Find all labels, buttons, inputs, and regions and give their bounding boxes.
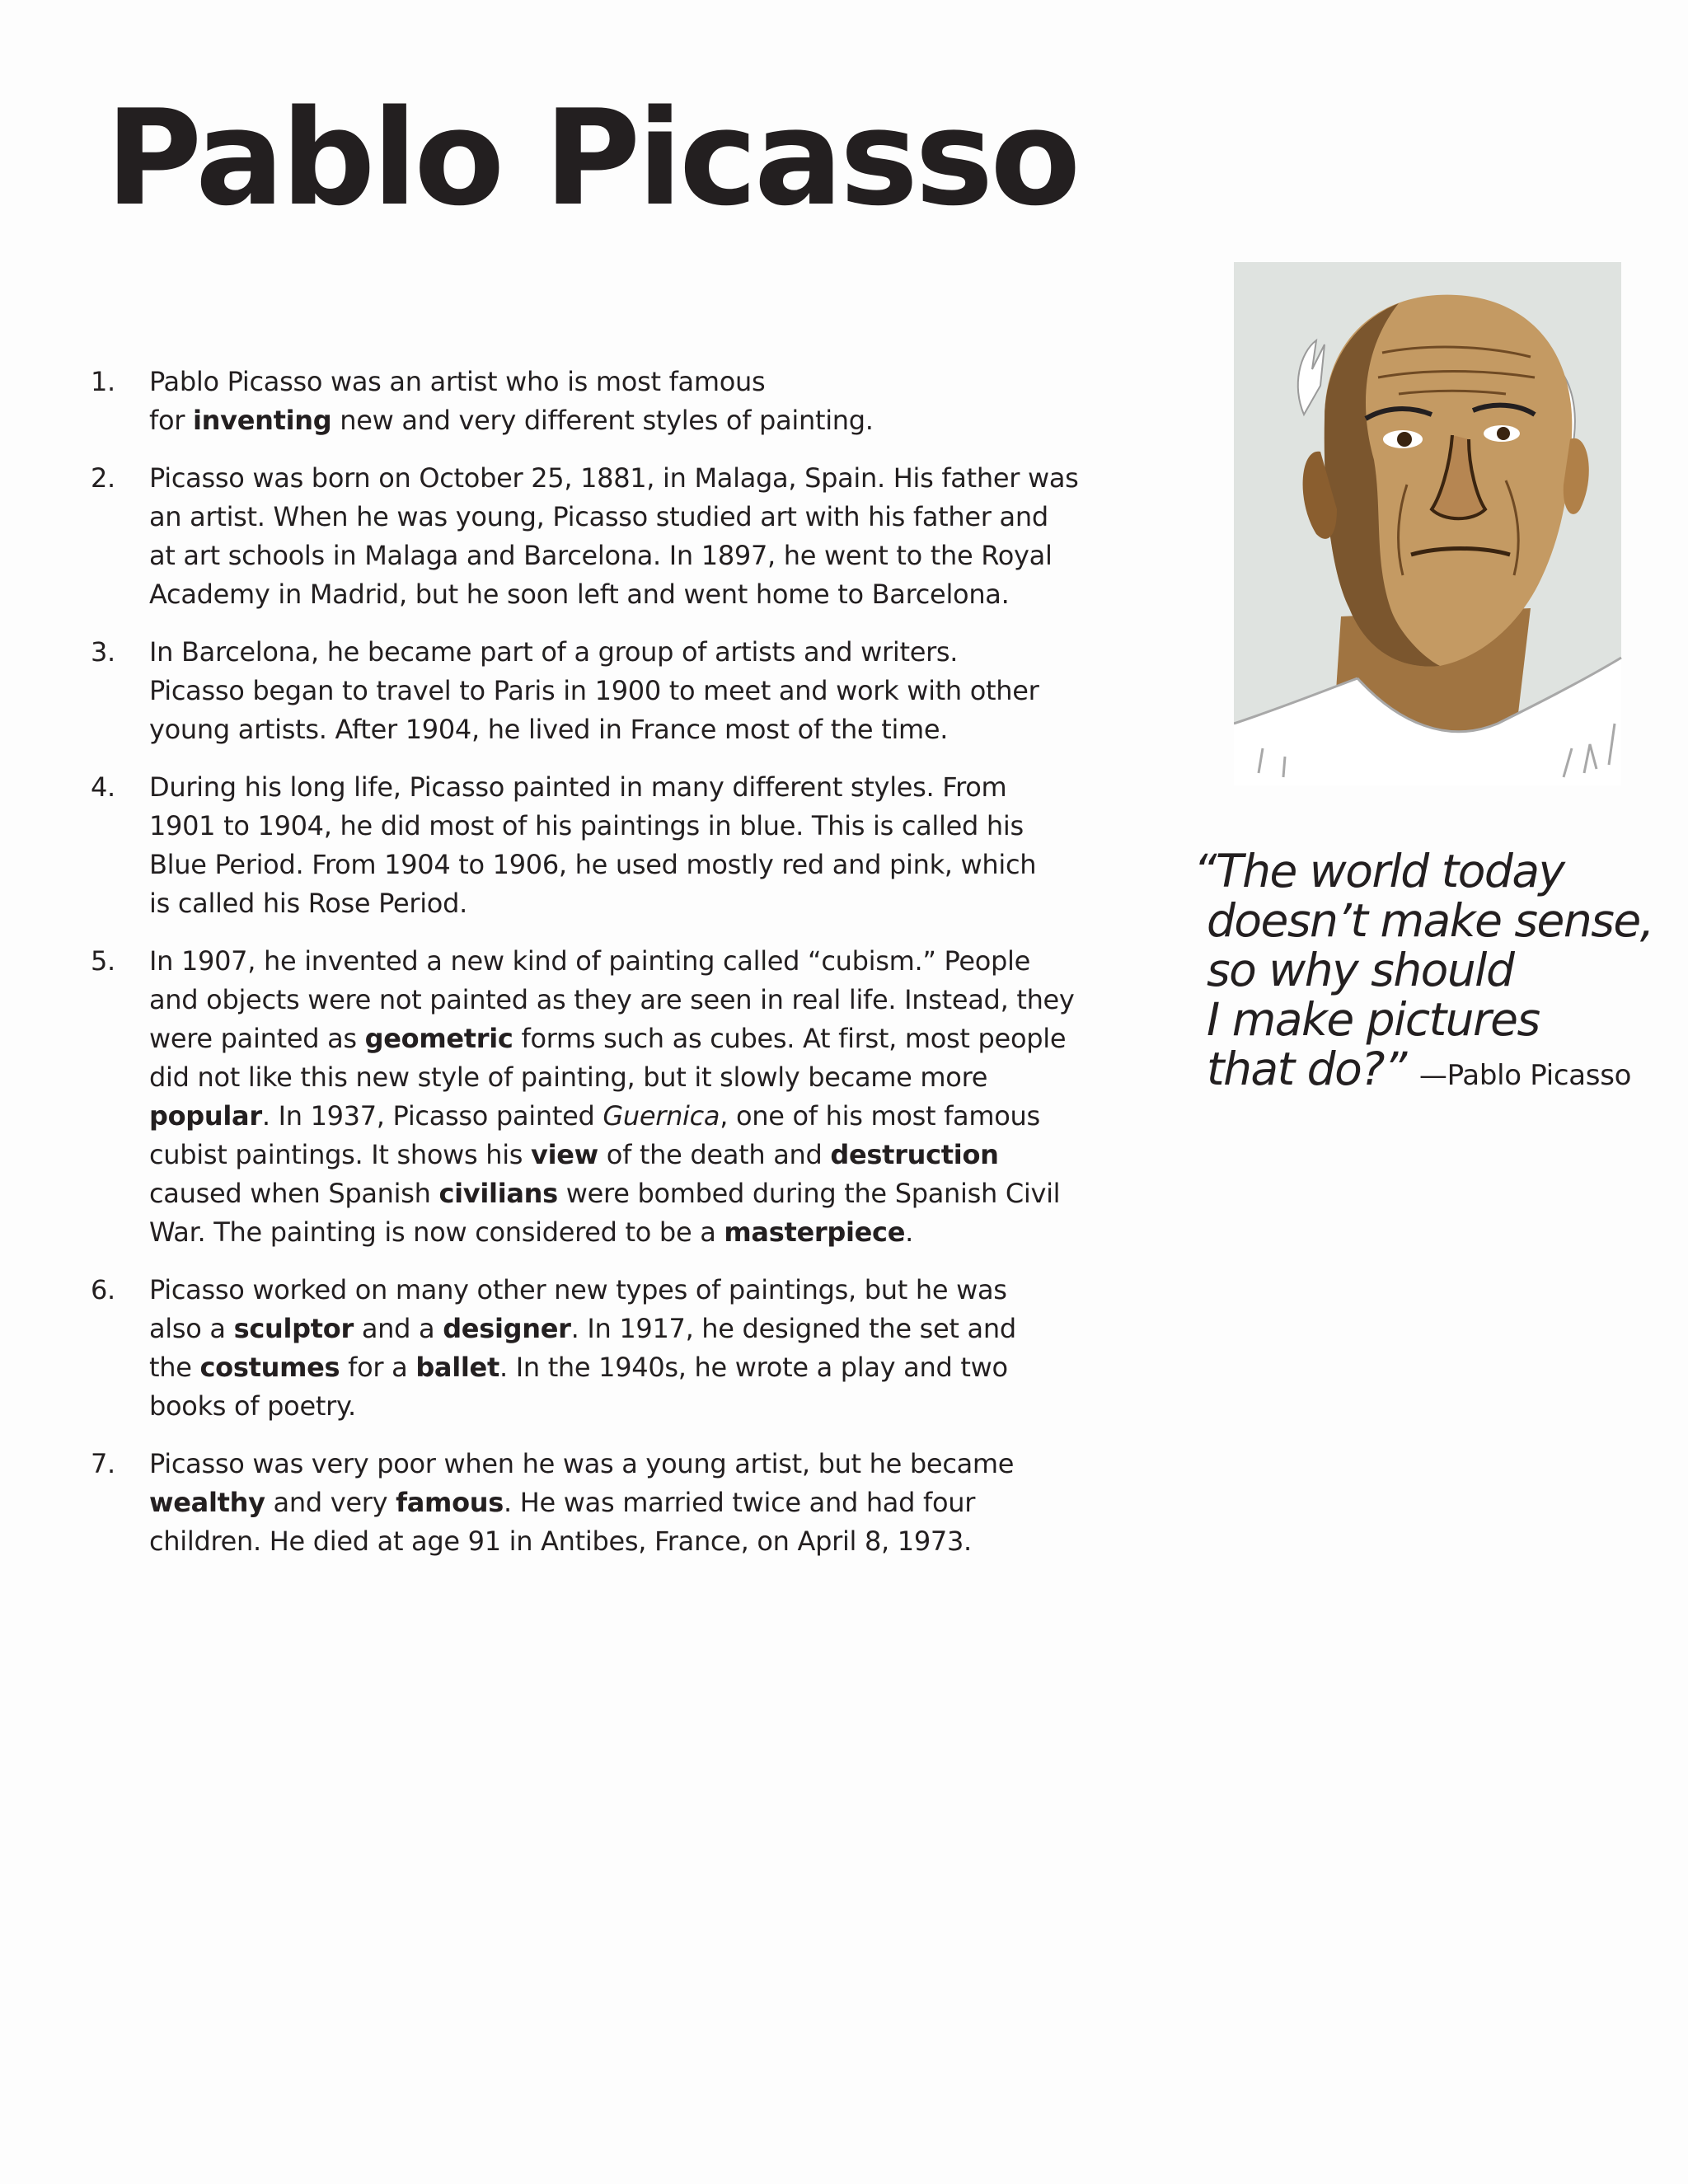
portrait-illustration: [1234, 262, 1624, 785]
fact-text: and objects were not painted as they are seen in real life. Instead, they: [149, 984, 1075, 1015]
quote-line: “The world today: [1193, 845, 1564, 898]
fact-text: were bombed during the Spanish Civil: [557, 1178, 1061, 1209]
fact-text: . In the 1940s, he wrote a play and two: [499, 1352, 1008, 1383]
fact-text: an artist. When he was young, Picasso studied art with his father and: [149, 501, 1048, 532]
fact-text: caused when Spanish: [149, 1178, 439, 1209]
quote-attribution: —Pablo Picasso: [1418, 1059, 1632, 1092]
fact-text: is called his Rose Period.: [149, 888, 467, 919]
vocabulary-term: wealthy: [149, 1487, 265, 1518]
vocabulary-term: sculptor: [233, 1313, 354, 1344]
fact-item: [91, 1271, 1088, 1426]
vocabulary-term: ballet: [415, 1352, 499, 1383]
fact-text: for a: [340, 1352, 416, 1383]
fact-number: 2.: [91, 462, 115, 494]
vocabulary-term: costumes: [199, 1352, 340, 1383]
vocabulary-term: popular: [149, 1100, 262, 1132]
vocabulary-term: masterpiece: [724, 1216, 906, 1248]
fact-text: During his long life, Picasso painted in many different styles. From: [149, 771, 1007, 803]
fact-text: also a: [149, 1313, 234, 1344]
fact-text: Picasso was born on October 25, 1881, in Malaga, Spain. His father was: [149, 462, 1079, 494]
fact-item: [91, 633, 1088, 749]
fact-text: were painted as: [149, 1023, 365, 1054]
fact-item: [91, 363, 1088, 440]
fact-number: 4.: [91, 771, 115, 803]
fact-text: did not like this new style of painting, but it slowly became more: [149, 1062, 988, 1093]
quote-line: I make pictures: [1207, 993, 1540, 1046]
fact-text: War. The painting is now considered to be a: [149, 1216, 724, 1248]
fact-text: Academy in Madrid, but he soon left and went home to Barcelona.: [149, 579, 1010, 610]
fact-text: for: [149, 405, 193, 436]
quote-block: [1193, 846, 1680, 1100]
fact-text: and very: [265, 1487, 396, 1518]
fact-text: , one of his most famous: [720, 1100, 1040, 1132]
page-title: Pablo Picasso: [106, 81, 1078, 235]
quote-line: [1193, 1044, 1680, 1100]
fact-number: 3.: [91, 636, 115, 668]
fact-text: Picasso worked on many other new types of paintings, but he was: [149, 1274, 1007, 1305]
fact-text: of the death and: [598, 1139, 831, 1170]
fact-text: books of poetry.: [149, 1390, 356, 1422]
vocabulary-term: famous: [396, 1487, 504, 1518]
fact-text: Pablo Picasso was an artist who is most famous: [149, 366, 766, 397]
fact-text: .: [905, 1216, 913, 1248]
fact-text: . In 1917, he designed the set and: [570, 1313, 1016, 1344]
quote-line-text: that do?”: [1207, 1043, 1406, 1095]
fact-text: . In 1937, Picasso painted: [261, 1100, 603, 1132]
artwork-title: Guernica: [603, 1100, 720, 1132]
fact-text: children. He died at age 91 in Antibes, France, on April 8, 1973.: [149, 1526, 972, 1557]
vocabulary-term: view: [531, 1139, 598, 1170]
fact-text: . He was married twice and had four: [504, 1487, 976, 1518]
fact-number: 7.: [91, 1448, 115, 1479]
vocabulary-term: geometric: [364, 1023, 513, 1054]
fact-text: at art schools in Malaga and Barcelona. In 1897, he went to the Royal: [149, 540, 1053, 571]
portrait-icon: [1234, 262, 1624, 785]
vocabulary-term: designer: [443, 1313, 571, 1344]
vocabulary-term: civilians: [438, 1178, 558, 1209]
fact-text: In Barcelona, he became part of a group of artists and writers.: [149, 636, 959, 668]
fact-number: 5.: [91, 945, 115, 977]
fact-text: Picasso was very poor when he was a young artist, but he became: [149, 1448, 1015, 1479]
fact-item: [91, 942, 1088, 1252]
fact-text: forms such as cubes. At first, most people: [513, 1023, 1067, 1054]
fact-item: [91, 768, 1088, 923]
fact-text: and a: [353, 1313, 443, 1344]
fact-text: cubist paintings. It shows his: [149, 1139, 532, 1170]
fact-list: [91, 363, 1088, 1580]
fact-number: 6.: [91, 1274, 115, 1305]
fact-text: young artists. After 1904, he lived in France most of the time.: [149, 714, 949, 745]
fact-item: [91, 1445, 1088, 1561]
quote-line: so why should: [1207, 944, 1514, 996]
fact-item: [91, 459, 1088, 614]
quote-line: doesn’t make sense,: [1207, 894, 1653, 947]
vocabulary-term: inventing: [192, 405, 332, 436]
vocabulary-term: destruction: [830, 1139, 999, 1170]
fact-text: Picasso began to travel to Paris in 1900 to meet and work with other: [149, 675, 1039, 706]
fact-text: 1901 to 1904, he did most of his paintings in blue. This is called his: [149, 810, 1024, 841]
fact-number: 1.: [91, 366, 115, 397]
fact-text: Blue Period. From 1904 to 1906, he used mostly red and pink, which: [149, 849, 1037, 880]
fact-text: new and very different styles of painting.: [331, 405, 874, 436]
fact-text: the: [149, 1352, 200, 1383]
fact-text: In 1907, he invented a new kind of painting called “cubism.” People: [149, 945, 1030, 977]
